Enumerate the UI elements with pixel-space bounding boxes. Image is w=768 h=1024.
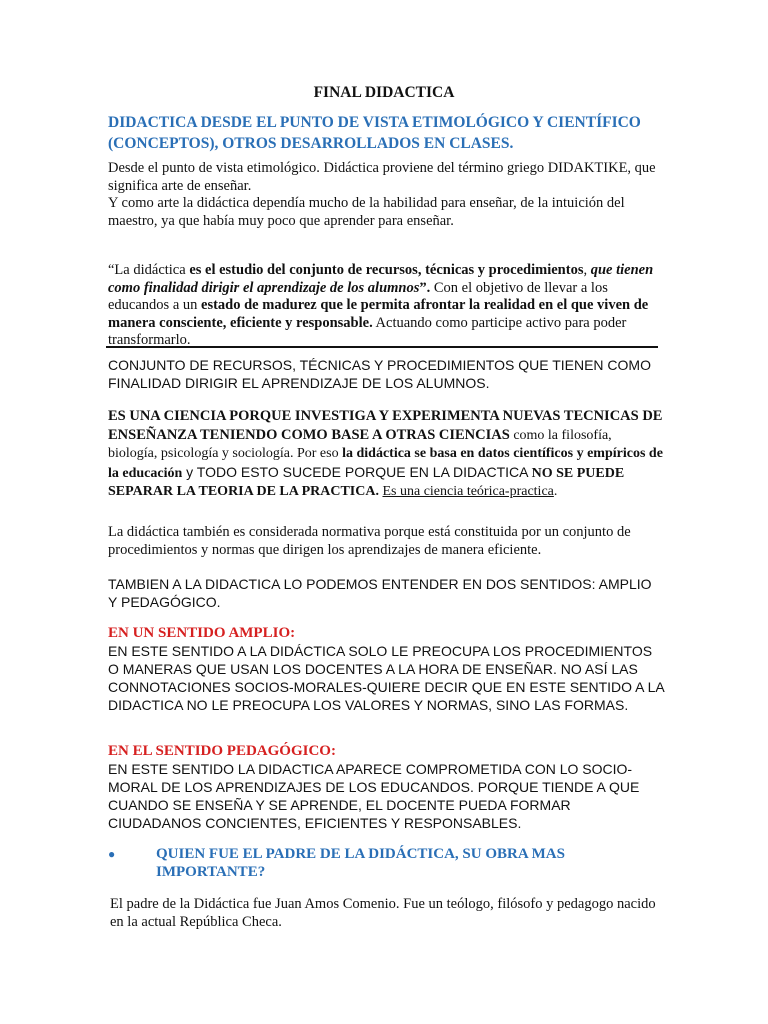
etymology-line-2: Y como arte la didáctica dependía mucho de la habilidad para enseñar, de la intuición del maestro, ya que había muy poco que aprender para enseñar. — [108, 195, 625, 229]
broad-sense-text: EN ESTE SENTIDO A LA DIDÁCTICA SOLO LE PREOCUPA LOS PROCEDIMIENTOS O MANERAS QUE USAN LOS DOCENTES A LA HORA DE ENSEÑAR. NO ASÍ LAS CONNOTACIONES SOCIOS-MORALES-QUIERE DECIR QUE EN ESTE SENTIDO A LA DIDACTICA NO LE PREOCUPA LOS VALORES Y NORMAS, SINO LAS FORMAS. — [108, 643, 664, 713]
quote-bold-2: estado de madurez que le permita afrontar la realidad en el que viven de manera consciente, eficiente y responsable. — [108, 297, 649, 331]
quote-part: “La didáctica — [108, 262, 190, 278]
senses-paragraph: TAMBIEN A LA DIDACTICA LO PODEMOS ENTENDER EN DOS SENTIDOS: AMPLIO Y PEDAGÓGICO. — [108, 576, 652, 610]
pedagogical-sense-section — [108, 742, 664, 832]
definition-quote — [108, 262, 664, 350]
concepts-paragraph: CONJUNTO DE RECURSOS, TÉCNICAS Y PROCEDIMIENTOS QUE TIENEN COMO FINALIDAD DIRIGIR EL APRENDIZAJE DE LOS ALUMNOS. — [108, 357, 651, 391]
quote-part: , — [583, 262, 591, 278]
horizontal-rule — [106, 346, 658, 348]
quote-bold: es el estudio del conjunto de recursos, técnicas y procedimientos — [189, 262, 584, 278]
science-paragraph — [108, 407, 664, 501]
science-underlined: Es una ciencia teórica-practica — [382, 484, 554, 499]
broad-sense-heading: EN UN SENTIDO AMPLIO: — [108, 625, 296, 641]
pedagogical-sense-text: EN ESTE SENTIDO LA DIDACTICA APARECE COMPROMETIDA CON LO SOCIO-MORAL DE LOS APRENDIZAJES DE LOS EDUCANDOS. PORQUE TIENDE A QUE CUANDO SE ENSEÑA Y SE APRENDE, EL DOCENTE PUEDA FORMAR CIUDADANOS CONCIENTES, EFICIENTES Y RESPONSABLES. — [108, 761, 640, 831]
science-period: . — [553, 484, 558, 499]
bullet-icon: ● — [108, 847, 116, 861]
broad-sense-section — [108, 624, 664, 714]
quote-close: ”. — [419, 279, 431, 296]
science-bold-caps: NO SE PUEDE SEPARAR LA TEORIA DE LA PRACTICA. — [108, 466, 625, 499]
page-title: FINAL DIDACTICA — [313, 84, 455, 101]
science-bold: la didáctica se basa en datos científicos y empíricos de la educación — [108, 446, 663, 481]
science-heading: ES UNA CIENCIA PORQUE INVESTIGA Y EXPERIMENTA NUEVAS TECNICAS DE ENSEÑANZA TENIENDO COMO BASE A OTRAS CIENCIAS — [108, 408, 663, 443]
quote-part: Actuando como participe activo para poder transformarlo. — [108, 314, 627, 348]
normative-paragraph: La didáctica también es considerada normativa porque está constituida por un conjunto de procedimientos y normas que dirigen los aprendizajes de manera eficiente. — [108, 524, 631, 558]
science-text: como la filosofía, biología, psicología y sociología. Por eso — [108, 428, 612, 461]
quote-bold-italic: que tienen como finalidad dirigir el aprendizaje de los alumnos — [108, 262, 654, 296]
section-heading: DIDACTICA DESDE EL PUNTO DE VISTA ETIMOLÓGICO Y CIENTÍFICO (CONCEPTOS), OTROS DESARROLLADOS EN CLASES. — [108, 114, 641, 152]
answer-paragraph: El padre de la Didáctica fue Juan Amos Comenio. Fue un teólogo, filósofo y pedagogo nacido en la actual República Checa. — [110, 896, 656, 930]
pedagogical-sense-heading: EN EL SENTIDO PEDAGÓGICO: — [108, 743, 336, 759]
quote-part: Con el objetivo de llevar a los educandos a un — [108, 279, 608, 313]
etymology-line-1: Desde el punto de vista etimológico. Didáctica proviene del término griego DIDAKTIKE, que significa arte de enseñar. — [108, 160, 656, 194]
question-text: QUIEN FUE EL PADRE DE LA DIDÁCTICA, SU OBRA MAS IMPORTANTE? — [156, 846, 565, 880]
science-text-caps: y TODO ESTO SUCEDE PORQUE EN LA DIDACTICA — [182, 464, 532, 480]
question-bullet — [108, 845, 650, 881]
etymology-paragraph — [108, 160, 664, 230]
